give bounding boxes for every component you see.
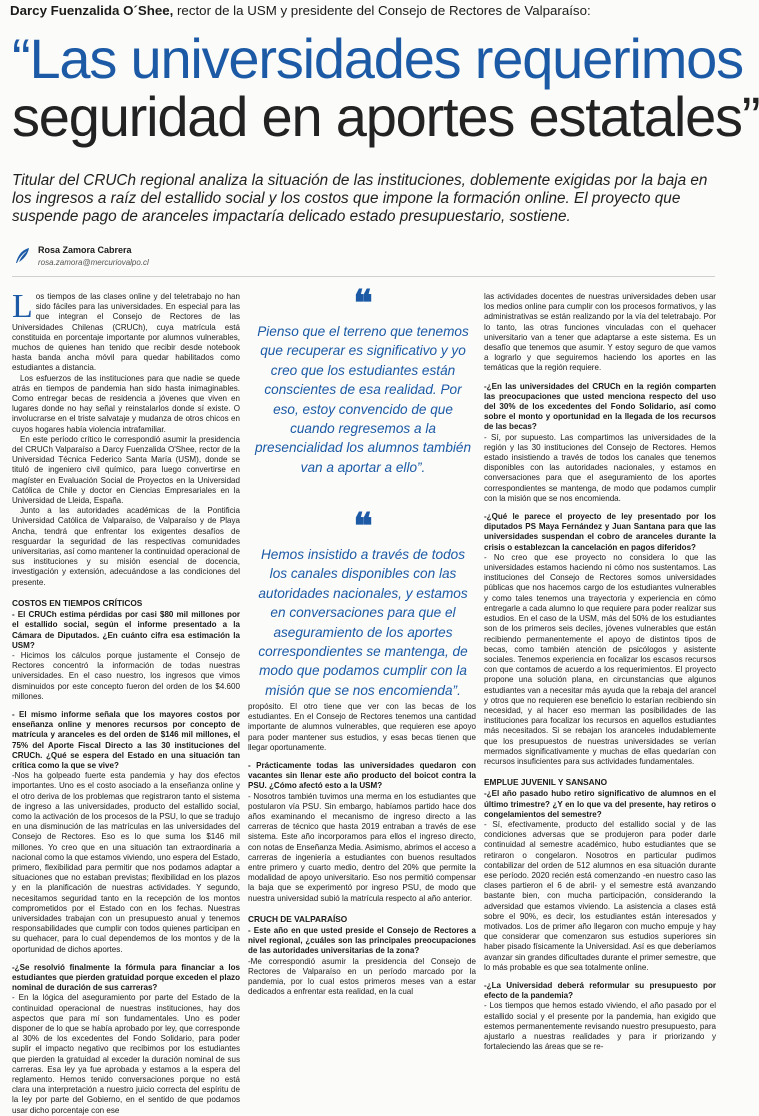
article-column-3 — [484, 292, 716, 1052]
interview-answer: - En la lógica del aseguramiento por parte del Estado de la continuidad operacional de nuestras instituciones, hay dos aspectos que para mí son fundamentales. Uno es poder disponer de lo que se había aprobado por ley, que corresponde al 30% de los excedentes del Fondo Solidario, para poder suplir el impacto negativo que recibimos por los estudiantes que pierden la gratuidad al exceder la duración nominal de sus carreras. Esa ley ya fue aprobada y estamos a la espera del reglamento. Hemos tenido conversaciones porque no está clara una interpretación a nuestro juicio correcta del espíritu de la ley por parte del Gobierno, en el sentido de que podamos usar dicho porcentaje con ese — [12, 993, 240, 1115]
paragraph: En este período crítico le correspondió asumir la presidencia del CRUCh Valparaíso a Darcy Fuenzalida O'Shee, rector de la Universidad Técnica Federico Santa María (USM), donde se tituló de ingeniero civil químico, para luego convertirse en magíster en Evaluación Social de Proyectos en la Universidad Católica de Chile y doctor en Ciencias Empresariales en la Universidad de Lleida, España. — [12, 434, 240, 506]
interview-answer: - Nosotros también tuvimos una merma en los estudiantes que postularon vía PSU. Sin embargo, habíamos partido hace dos años examinando el mecanismo de ingreso directo a las carreras de técnico que hasta 2019 entraban a través de ese sistema. Este año incorporamos para ellos el ingreso directo, con notas de Enseñanza Media. Asimismo, abrimos el acceso a carreras de ingeniería a estudiantes con buenos resultados entre primero y cuarto medio, dentro del 20% que permite la modalidad de apoyo universitario. Eso nos permitió compensar la baja que se experimentó por ingreso PSU, de modo que nuestra universidad subió la matrícula respecto al año anterior. — [248, 791, 476, 903]
paragraph: os tiempos de las clases online y del teletrabajo no han sido fáciles para las universidades. En especial para las que integran el Consejo de Rectores de las Universidades Chilenas (CRUCh), cuya matrícula está constituida en porcentaje importante por alumnos vulnerables, muchos de quienes han tenido que recibir desde notebook hasta banda ancha móvil para quedar habilitados como estudiantes a distancia. — [12, 292, 240, 373]
interview-question: - El mismo informe señala que los mayores costos por enseñanza online y menores recursos por concepto de matrícula y aranceles es del orden de $146 mil millones, el 75% del Aporte Fiscal Directo a las 30 instituciones del CRUCh. ¿Qué se espera del Estado en una situación tan crítica como la que se vive? — [12, 709, 240, 770]
pull-quote-2 — [252, 506, 474, 700]
headline-line-1: “Las universidades requerimos — [12, 27, 743, 90]
section-heading: EMPLUE JUVENIL Y SANSANO — [484, 777, 608, 788]
interview-question: -¿En las universidades del CRUCh en la región comparten las preocupaciones que usted menciona respecto del uso del 30% de los excedentes del Fondo Solidario, así como sobre el monto y oportunidad en la llegada de los recursos de las becas? — [484, 381, 716, 432]
paragraph: Junto a las autoridades académicas de la Pontificia Universidad Católica de Valparaíso, de Valparaíso y de Playa Ancha, tendrá que enfrentar los exigentes desafíos de resguardar la seguridad de las respectivas comunidades universitarias, así como mantener la continuidad operacional de sus instituciones y su misión esencial de docencia, investigación y extensión, adecuándose a las condiciones del presente. — [12, 506, 240, 587]
interview-question: - Este año en que usted preside el Consejo de Rectores a nivel regional, ¿cuáles son las principales preocupaciones de las autoridades universitarias de la zona? — [248, 926, 476, 956]
interview-answer: - Sí, efectivamente, producto del estallido social y de las condiciones adversas que se produjeron para poder darle continuidad al semestre académico, hubo estudiantes que se retiraron o congelaron. Nosotros en particular pudimos contabilizar del orden de 512 alumnos en esa situación durante ese período. 2020 recién está comenzando -en nuestro caso las clases partieron el 6 de abril- y el semestre está avanzando bastante bien, con mucha participación, considerando la adversidad que estamos viviendo. La asistencia a clases está sobre el 90%, es decir, los estudiantes están interesados y motivados. Los de primer año llegaron con mucho empuje y hay que considerar que comenzaron sus estudios superiores sin haber pisado físicamente la Universidad. Así es que deberíamos avanzar sin grandes dificultades durante el primer semestre, que lo más probable es que sea totalmente online. — [484, 819, 716, 972]
interview-question: -¿Qué le parece el proyecto de ley presentado por los diputados PS Maya Fernández y Juan Santana para que las universidades suspendan el cobro de aranceles durante la crisis o establezcan la cancelación en pagos diferidos? — [484, 512, 716, 552]
article-column-2 — [248, 702, 476, 1020]
section-heading: CRUCH DE VALPARAÍSO — [248, 913, 348, 924]
interview-answer: - No creo que ese proyecto no considera lo que las universidades estamos haciendo ni cómo nos sustentamos. Las instituciones del Consejo de Rectores somos universidades públicas que nos hacemos cargo de los estudiantes vulnerables y como tales tenemos una trayectoria y experiencia en cómo entregarle a cada alumno lo que requiere para poder realizar sus estudios. En el caso de la USM, más del 50% de los estudiantes son de los primeros seis deciles, jóvenes vulnerables que están recibiendo permanentemente el apoyo de distintos tipos de becas, como también atención de psicólogos y asistente sociales. Tenemos experiencia en focalizar los escasos recursos con que contamos de acuerdo a los requerimientos. El proyecto propone una solución plana, en circunstancias que algunos estudiantes van a necesitar más ayuda que la rebaja del arancel y otros que no requieren ese beneficio lo estarían recibiendo sin necesidad, y al hacer eso merman las posibilidades de las instituciones para focalizar los recursos en aquellos estudiantes más necesitados. Si se rebajan los aranceles indudablemente que los presupuestos de nuestras universidades se verían mermados significativamente y muchas de ellas quedarían con recursos insuficientes para sus actividades fundamentales. — [484, 552, 716, 766]
interview-answer: - Los tiempos que hemos estado viviendo, el año pasado por el estallido social y el presente por la pandemia, han exigido que estemos permanentemente revisando nuestro presupuesto, para ajustarlo a nuestras realidades y para ir priorizando y fortaleciendo las áreas que se re- — [484, 1001, 716, 1052]
article-column-1 — [12, 288, 240, 1115]
divider — [12, 276, 715, 277]
kicker-role: rector de la USM y presidente del Consejo de Rectores de Valparaíso: — [173, 3, 591, 18]
interview-answer: propósito. El otro tiene que ver con las becas de los estudiantes. En el Consejo de Rectores tenemos una cantidad importante de alumnos vulnerables, que requieren ese apoyo para poder mantener sus estudios, y esas becas tienen que llegar oportunamente. — [248, 702, 476, 752]
byline — [12, 245, 312, 271]
quote-mark-icon: ❝ — [353, 283, 373, 323]
interview-question: -¿La Universidad deberá reformular su presupuesto por efecto de la pandemia? — [484, 981, 716, 1001]
interview-answer: las actividades docentes de nuestras universidades deben usar los medios online para cumplir con los procesos formativos, y las administrativas se están realizando por la vía del teletrabajo. Por lo tanto, las otras funciones vinculadas con el quehacer universitario van a tener que adaptarse a este sistema. Es un desafío que tenemos que asumir. Y estoy seguro de que vamos a lograrlo y que seguiremos haciendo los aportes en las temáticas que la región requiere. — [484, 292, 716, 373]
interview-question: -¿Se resolvió finalmente la fórmula para financiar a los estudiantes que pierden gratuidad porque exceden el plazo nominal de duración de sus carreras? — [12, 962, 240, 993]
pull-quote-text: Hemos insistido a través de todos los canales disponibles con las autoridades nacionales, y estamos en conversaciones para que el aseguramiento de los aportes correspondientes se mantenga, de modo que podamos cumplir con la misión que se nos encomienda”. — [258, 547, 468, 698]
interview-answer: -Nos ha golpeado fuerte esta pandemia y hay dos efectos importantes. Uno es el costo asociado a la enseñanza online y el otro deriva de los problemas que registraron tanto el sistema de ingreso a las universidades, producto del estallido social, como la activación de los procesos de la PSU, lo que se tradujo en una disminución de las matrículas en las universidades del Consejo de Rectores. Eso es lo que suma los $146 mil millones. Yo creo que en una situación tan extraordinaria a nacional como la que estamos viviendo, uno espera del Estado, primero, flexibilidad para permitir que nos podamos adaptar a situaciones que no estaban previstas; flexibilidad en los plazos y en la planificación de nuestras actividades. Y segundo, necesitamos seguridad tanto en la recepción de los montos comprometidos por el Estado con en los fechas. Nuestras universidades trabajan con un presupuesto anual y tenemos responsabilidades que cumplir con todos quienes participan en su quehacer, para lo cual dependemos de los montos y de la oportunidad de dichos aportes. — [12, 771, 240, 954]
section-heading: COSTOS EN TIEMPOS CRÍTICOS — [12, 597, 143, 608]
quote-mark-icon: ❝ — [353, 506, 373, 546]
kicker-name: Darcy Fuenzalida O´Shee, — [10, 3, 174, 18]
paragraph: Los esfuerzos de las instituciones para que nadie se quede atrás en tiempos de pandemia han sido hasta inimaginables. Como entregar becas de residencia a jóvenes que viven en lugares donde no hay señal y reinstalarlos donde sí existe. O involucrarse en el triste salvataje y mudanza de otros chicos en cuyos hogares había violencia intrafamiliar. — [12, 373, 240, 434]
quill-pen-icon — [12, 246, 32, 266]
pull-quote-text: Pienso que el terreno que tenemos que recuperar es significativo y yo creo que los estudiantes están conscientes de esa realidad. Por eso, estoy convencido de que cuando regresemos a la presencialidad los alumnos también van a aportar a ello”. — [254, 324, 472, 475]
pull-quote-1 — [252, 283, 474, 477]
deck: Titular del CRUCh regional analiza la situación de las instituciones, doblemente exigidas por la baja en los ingresos a raíz del estallido social y los costos que impone la formación online. El proyecto que suspende pago de aranceles impactaría delicado estado presupuestario, sostiene. — [12, 172, 708, 225]
drop-cap: L — [12, 288, 33, 325]
interview-answer: -Me correspondió asumir la presidencia del Consejo de Rectores de Valparaíso en un período marcado por la pandemia, por lo cual estos primeros meses van a estar dedicados a enfrentar esta realidad, en la cual — [248, 956, 476, 997]
author-name: Rosa Zamora Cabrera — [38, 245, 132, 255]
interview-answer: - Hicimos los cálculos porque justamente el Consejo de Rectores concentró la información de todas nuestras universidades. En el caso nuestro, los ingresos que vimos disminuidos por este concepto fueron del orden de los $4.600 millones. — [12, 650, 240, 701]
interview-question: - Prácticamente todas las universidades quedaron con vacantes sin llenar este año producto del boicot contra la PSU. ¿Cómo afectó esto a la USM? — [248, 761, 476, 791]
author-email: rosa.zamora@mercuriovalpo.cl — [38, 258, 149, 267]
headline-line-2: seguridad en aportes estatales” — [12, 85, 759, 148]
kicker — [10, 2, 720, 20]
interview-answer: - Sí, por supuesto. Las compartimos las universidades de la región y las 30 instituciones del Consejo de Rectores. Hemos estado insistiendo a través de todos los canales que tenemos disponibles con las autoridades nacionales, y estamos en conversaciones para que el aseguramiento de los aportes correspondientes se mantenga, de modo que podamos cumplir con la misión que se nos encomienda. — [484, 432, 716, 503]
interview-question: -¿El año pasado hubo retiro significativo de alumnos en el último trimestre? ¿Y en lo que va del presente, hay retiros o congelamientos del semestre? — [484, 789, 716, 819]
interview-question: - El CRUCh estima pérdidas por casi $80 mil millones por el estallido social, según el informe presentado a la Cámara de Diputados. ¿En cuánto cifra esa estimación la USM? — [12, 610, 240, 650]
headline — [12, 27, 759, 148]
